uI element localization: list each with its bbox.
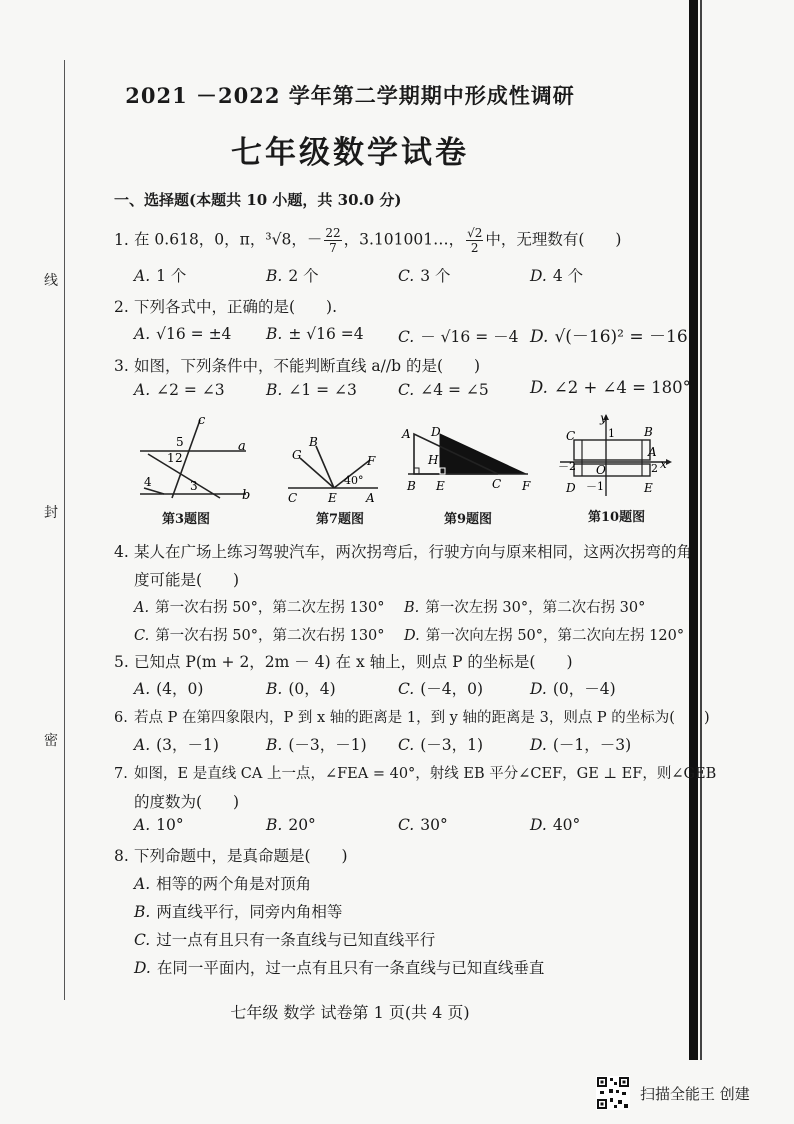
label-c: c [198, 413, 206, 428]
option-letter: C. [398, 736, 415, 754]
option-text: 20° [288, 816, 316, 834]
option-7a[interactable] [134, 816, 184, 834]
option-text: (－3，1) [420, 736, 484, 754]
option-letter: B. [134, 903, 151, 921]
option-letter: D. [530, 378, 548, 397]
option-5b[interactable] [266, 677, 336, 699]
question-7 [114, 762, 716, 783]
option-8c[interactable] [134, 928, 435, 950]
option-letter: B. [266, 325, 283, 343]
label-angle-1: 1 [167, 451, 175, 465]
stem-text: 中，无理数有( ) [485, 230, 622, 249]
cube-root: ³√8 [265, 230, 292, 249]
option-letter: D. [530, 327, 549, 347]
margin-label-xian: 线 [44, 268, 58, 292]
option-letter: C. [398, 816, 415, 834]
option-letter: B. [266, 680, 283, 698]
option-text: 两直线平行，同旁内角相等 [156, 903, 343, 921]
option-text: (－3，－1) [288, 736, 367, 754]
stem-text: 某人在广场上练习驾驶汽车，两次拐弯后，行驶方向与原来相同，这两次拐弯的角 [134, 543, 693, 561]
question-3 [114, 354, 480, 376]
figure-7-diagram [282, 432, 386, 504]
option-text: ∠1 = ∠3 [288, 381, 357, 399]
figure-7-caption: 第7题图 [316, 512, 365, 527]
option-4a[interactable] [134, 596, 384, 617]
stem-text: ，3.101001…， [343, 230, 465, 249]
stem-text: 下列命题中，是真命题是( ) [134, 847, 348, 865]
question-4-cont: 度可能是( ) [134, 571, 240, 589]
figure-3-diagram [134, 410, 264, 502]
label-e: E [436, 479, 445, 493]
option-letter: A. [134, 736, 151, 754]
option-text: 第一次右拐 50°，第二次左拐 130° [155, 600, 385, 616]
option-4b[interactable] [404, 596, 645, 617]
option-letter: C. [398, 328, 415, 346]
label-b: B [407, 479, 416, 493]
label-b: b [242, 488, 251, 502]
option-text: √(－16)² = －16 [554, 327, 688, 347]
option-text: (0，－4) [552, 680, 616, 698]
option-5d[interactable] [530, 677, 616, 699]
option-letter: D. [530, 267, 547, 285]
question-number: 1. [114, 230, 129, 249]
question-number: 6. [114, 710, 128, 726]
label-a: A [402, 427, 411, 441]
option-4d[interactable] [404, 624, 684, 645]
label-g: G [292, 448, 302, 462]
label-angle-40: 40° [344, 474, 364, 487]
option-text: (4，0) [156, 680, 204, 698]
option-text: 相等的两个角是对顶角 [156, 875, 312, 893]
question-5 [114, 650, 573, 672]
option-1a[interactable] [134, 264, 186, 286]
option-text: 30° [420, 816, 448, 834]
option-2c[interactable] [398, 325, 518, 347]
option-text: 第一次向左拐 50°，第二次向左拐 120° [425, 628, 685, 644]
label-d: D [566, 481, 576, 495]
option-letter: D. [134, 959, 151, 977]
option-2b[interactable] [266, 325, 364, 343]
question-2 [114, 295, 337, 317]
label-f: F [367, 454, 376, 468]
option-letter: C. [398, 381, 415, 399]
option-7d[interactable] [530, 816, 580, 834]
fraction-denominator: 7 [329, 241, 337, 255]
label-a: A [366, 491, 375, 504]
option-6c[interactable] [398, 733, 483, 755]
question-number: 7. [114, 766, 128, 782]
option-letter: A. [134, 875, 151, 893]
option-8a[interactable] [134, 872, 311, 894]
stem-text: 已知点 P(m + 2，2m － 4) 在 x 轴上，则点 P 的坐标是( ) [134, 653, 573, 671]
option-3c[interactable] [398, 381, 489, 399]
option-letter: A. [134, 680, 151, 698]
scanner-watermark: 扫描全能王 创建 [640, 1085, 750, 1103]
option-2d[interactable] [530, 322, 688, 347]
option-text: － √16 = －4 [420, 328, 519, 346]
label-o: O [596, 463, 606, 477]
label-a: A [648, 445, 657, 459]
stem-text: 如图，下列条件中，不能判断直线 a//b 的是( ) [134, 357, 481, 375]
fraction-numerator: 22 [325, 226, 341, 240]
question-8 [114, 844, 348, 866]
option-letter: A. [134, 325, 151, 343]
tick-2: 2 [651, 462, 658, 475]
stem-text: ，－ [291, 230, 323, 249]
option-letter: C. [134, 931, 151, 949]
figure-9-diagram [398, 420, 538, 496]
label-c: C [566, 429, 576, 443]
option-text: 第一次左拐 30°，第二次右拐 30° [425, 600, 646, 616]
margin-label-mi: 密 [44, 728, 58, 752]
option-text: (－4，0) [420, 680, 484, 698]
stem-text: 下列各式中，正确的是( ). [134, 298, 338, 316]
figure-10-diagram [556, 410, 676, 502]
option-1b[interactable] [266, 264, 319, 286]
option-1c[interactable] [398, 264, 451, 286]
question-6 [114, 706, 710, 727]
label-angle-2: 2 [175, 451, 183, 465]
question-number: 3. [114, 357, 129, 375]
label-y: y [600, 411, 607, 425]
option-4c[interactable] [134, 624, 385, 645]
option-letter: D. [530, 816, 547, 834]
stem-text: 若点 P 在第四象限内，P 到 x 轴的距离是 1，到 y 轴的距离是 3，则点 P 的坐标为( ) [134, 710, 710, 726]
option-text: 在同一平面内，过一点有且只有一条直线与已知直线垂直 [156, 959, 545, 977]
question-4 [114, 540, 692, 562]
option-letter: B. [266, 267, 283, 285]
option-6b[interactable] [266, 733, 367, 755]
fraction-denominator: 2 [470, 241, 479, 255]
scan-edge-line [700, 0, 702, 1060]
option-text: 10° [156, 816, 184, 834]
binding-line [64, 60, 65, 1000]
label-angle-4: 4 [144, 475, 152, 489]
option-3b[interactable] [266, 381, 357, 399]
question-number: 2. [114, 298, 129, 316]
option-text: ∠4 = ∠5 [420, 381, 489, 399]
fraction [324, 226, 341, 255]
option-text: 第一次右拐 50°，第二次右拐 130° [155, 628, 385, 644]
question-1 [114, 226, 621, 255]
figure-10-caption: 第10题图 [588, 510, 646, 525]
option-5c[interactable] [398, 677, 483, 699]
question-number: 8. [114, 847, 129, 865]
question-number: 5. [114, 653, 129, 671]
label-h: H [428, 453, 439, 467]
option-letter: C. [398, 680, 415, 698]
tick-neg1: －1 [586, 480, 604, 493]
question-number: 4. [114, 543, 129, 561]
option-text: 3 个 [420, 267, 451, 285]
option-text: (－1，－3) [552, 736, 632, 754]
option-letter: D. [530, 736, 547, 754]
label-b: B [644, 425, 653, 439]
margin-label-feng: 封 [44, 500, 58, 524]
qr-code-icon [596, 1076, 630, 1110]
label-c: C [492, 477, 502, 491]
option-letter: C. [398, 267, 415, 285]
fraction [466, 226, 483, 255]
label-a: a [238, 439, 246, 454]
stem-text: 在 0.618，0，π， [134, 230, 266, 249]
label-c: C [288, 491, 298, 504]
option-text: 过一点有且只有一条直线与已知直线平行 [156, 931, 436, 949]
question-7-cont: 的度数为( ) [134, 793, 240, 811]
label-angle-5: 5 [176, 435, 184, 449]
option-letter: D. [404, 628, 420, 644]
label-e: E [328, 491, 337, 504]
option-5a[interactable] [134, 677, 203, 699]
option-letter: C. [134, 628, 150, 644]
option-text: ∠2 + ∠4 = 180° [553, 378, 691, 397]
option-3a[interactable] [134, 381, 225, 399]
option-letter: B. [266, 816, 283, 834]
label-e: E [644, 481, 653, 495]
option-letter: B. [266, 736, 283, 754]
exam-title: 七年级数学试卷 [231, 135, 469, 171]
label-d: D [431, 425, 441, 439]
tick-1: 1 [608, 427, 615, 440]
label-angle-3: 3 [190, 479, 198, 493]
option-8b[interactable] [134, 900, 342, 922]
option-text: 1 个 [156, 267, 187, 285]
option-6a[interactable] [134, 733, 219, 755]
option-7c[interactable] [398, 816, 448, 834]
fraction-numerator: √2 [467, 226, 483, 240]
option-letter: A. [134, 600, 150, 616]
option-text: √16 = ±4 [156, 325, 232, 343]
option-letter: A. [134, 267, 151, 285]
option-letter: D. [530, 680, 547, 698]
option-text: (3，－1) [156, 736, 219, 754]
figure-3-caption: 第3题图 [162, 512, 211, 527]
option-3d[interactable] [530, 378, 691, 397]
option-text: 40° [552, 816, 581, 834]
option-2a[interactable] [134, 325, 231, 343]
option-letter: A. [134, 381, 151, 399]
option-letter: B. [266, 381, 283, 399]
label-f: F [522, 479, 531, 493]
option-7b[interactable] [266, 816, 316, 834]
option-text: 4 个 [552, 267, 584, 285]
option-text: ± √16 =4 [288, 325, 364, 343]
figure-9-caption: 第9题图 [444, 512, 493, 527]
tick-neg2: －2 [558, 460, 576, 473]
option-text: ∠2 = ∠3 [156, 381, 225, 399]
exam-term-header: 2021 －2022 学年第二学期期中形成性调研 [125, 83, 575, 108]
label-x: x [660, 457, 667, 471]
option-letter: B. [404, 600, 420, 616]
section-heading: 一、选择题(本题共 10 小题，共 30.0 分) [114, 191, 402, 209]
option-text: (0，4) [288, 680, 336, 698]
option-1d[interactable] [530, 264, 583, 286]
option-text: 2 个 [288, 267, 319, 285]
label-b: B [309, 435, 318, 449]
option-letter: A. [134, 816, 151, 834]
option-6d[interactable] [530, 733, 631, 755]
option-8d[interactable] [134, 956, 544, 978]
stem-text: 如图，E 是直线 CA 上一点，∠FEA = 40°，射线 EB 平分∠CEF，GE ⊥ EF，则∠GEB [134, 766, 717, 782]
page-footer: 七年级 数学 试卷第 1 页(共 4 页) [230, 1003, 470, 1022]
